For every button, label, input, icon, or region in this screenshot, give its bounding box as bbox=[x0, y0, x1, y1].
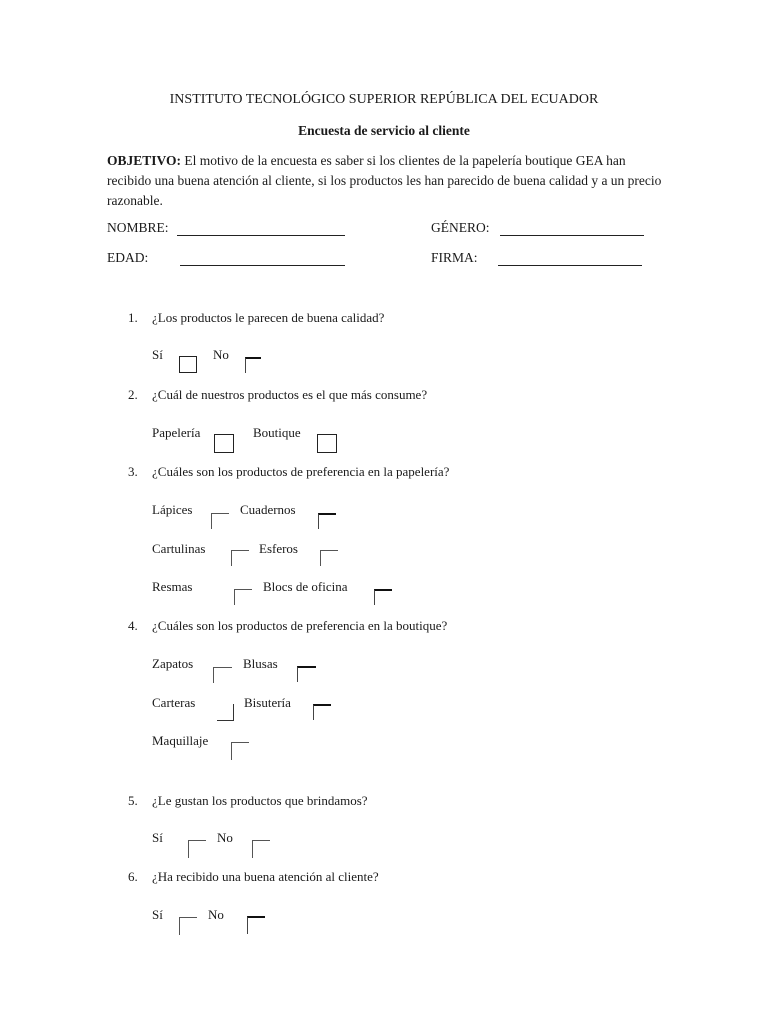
question-1 bbox=[128, 310, 384, 326]
checkbox-cartulinas[interactable] bbox=[231, 550, 249, 566]
question-5 bbox=[128, 793, 368, 809]
checkbox-si[interactable] bbox=[179, 917, 197, 935]
option-label: Cuadernos bbox=[240, 502, 296, 517]
firma-label: FIRMA: bbox=[431, 250, 478, 265]
question-4 bbox=[128, 618, 447, 634]
option-label: Sí bbox=[152, 347, 163, 362]
option-label: Zapatos bbox=[152, 656, 194, 671]
option-label: Maquillaje bbox=[152, 733, 209, 748]
checkbox-no[interactable] bbox=[247, 916, 265, 934]
option-label: Lápices bbox=[152, 502, 193, 517]
nombre-label: NOMBRE: bbox=[107, 220, 169, 235]
option-label: Sí bbox=[152, 830, 163, 845]
question-text: ¿Ha recibido una buena atención al cliente? bbox=[152, 869, 379, 884]
checkbox-zapatos[interactable] bbox=[213, 667, 232, 683]
checkbox-no[interactable] bbox=[252, 840, 270, 858]
option-label: Papelería bbox=[152, 425, 201, 440]
checkbox-lapices[interactable] bbox=[211, 513, 229, 529]
option-label: Bisutería bbox=[244, 695, 291, 710]
question-text: ¿Cuál de nuestros productos es el que más consume? bbox=[152, 387, 428, 402]
option-label: No bbox=[217, 830, 233, 845]
checkbox-blusas[interactable] bbox=[297, 666, 316, 682]
checkbox-carteras[interactable] bbox=[217, 704, 234, 721]
edad-label: EDAD: bbox=[107, 250, 149, 265]
genero-label: GÉNERO: bbox=[431, 220, 490, 235]
option-label: Esferos bbox=[259, 541, 298, 556]
question-number: 5. bbox=[128, 793, 138, 808]
question-text: ¿Cuáles son los productos de preferencia en la boutique? bbox=[152, 618, 448, 633]
survey-title: Encuesta de servicio al cliente bbox=[298, 123, 470, 138]
checkbox-esferos[interactable] bbox=[320, 550, 338, 566]
question-text: ¿Le gustan los productos que brindamos? bbox=[152, 793, 368, 808]
checkbox-resmas[interactable] bbox=[234, 589, 252, 605]
checkbox-boutique[interactable] bbox=[317, 434, 337, 453]
question-text: ¿Cuáles son los productos de preferencia en la papelería? bbox=[152, 464, 450, 479]
question-6 bbox=[128, 869, 379, 885]
checkbox-maquillaje[interactable] bbox=[231, 742, 249, 760]
institution-title: INSTITUTO TECNOLÓGICO SUPERIOR REPÚBLICA DEL ECUADOR bbox=[169, 92, 599, 107]
checkbox-bisuteria[interactable] bbox=[313, 704, 331, 720]
question-number: 1. bbox=[128, 310, 138, 325]
checkbox-papeleria[interactable] bbox=[214, 434, 234, 453]
objective-label: OBJETIVO: bbox=[107, 153, 181, 168]
option-label: Sí bbox=[152, 907, 163, 922]
question-number: 6. bbox=[128, 869, 138, 884]
question-number: 3. bbox=[128, 464, 138, 479]
edad-field[interactable] bbox=[180, 265, 345, 266]
objective-text: El motivo de la encuesta es saber si los clientes de la papelería boutique GEA han recibido una buena atención al cliente, si los productos les han parecido de buena calidad y a un precio razonable. bbox=[107, 153, 662, 208]
nombre-field[interactable] bbox=[177, 235, 345, 236]
checkbox-si[interactable] bbox=[179, 356, 197, 373]
question-number: 2. bbox=[128, 387, 138, 402]
question-number: 4. bbox=[128, 618, 138, 633]
genero-field[interactable] bbox=[500, 235, 644, 236]
option-label: Resmas bbox=[152, 579, 193, 594]
option-label: Blocs de oficina bbox=[263, 579, 348, 594]
option-label: Carteras bbox=[152, 695, 196, 710]
checkbox-cuadernos[interactable] bbox=[318, 513, 336, 529]
checkbox-si[interactable] bbox=[188, 840, 206, 858]
option-label: Boutique bbox=[253, 425, 301, 440]
question-3 bbox=[128, 464, 449, 480]
option-label: No bbox=[213, 347, 229, 362]
objective-paragraph bbox=[107, 151, 667, 211]
option-label: Blusas bbox=[243, 656, 278, 671]
checkbox-no[interactable] bbox=[245, 357, 261, 373]
option-label: No bbox=[208, 907, 224, 922]
checkbox-blocs[interactable] bbox=[374, 589, 392, 605]
question-text: ¿Los productos le parecen de buena calidad? bbox=[152, 310, 385, 325]
option-label: Cartulinas bbox=[152, 541, 206, 556]
question-2 bbox=[128, 387, 427, 403]
firma-field[interactable] bbox=[498, 265, 642, 266]
